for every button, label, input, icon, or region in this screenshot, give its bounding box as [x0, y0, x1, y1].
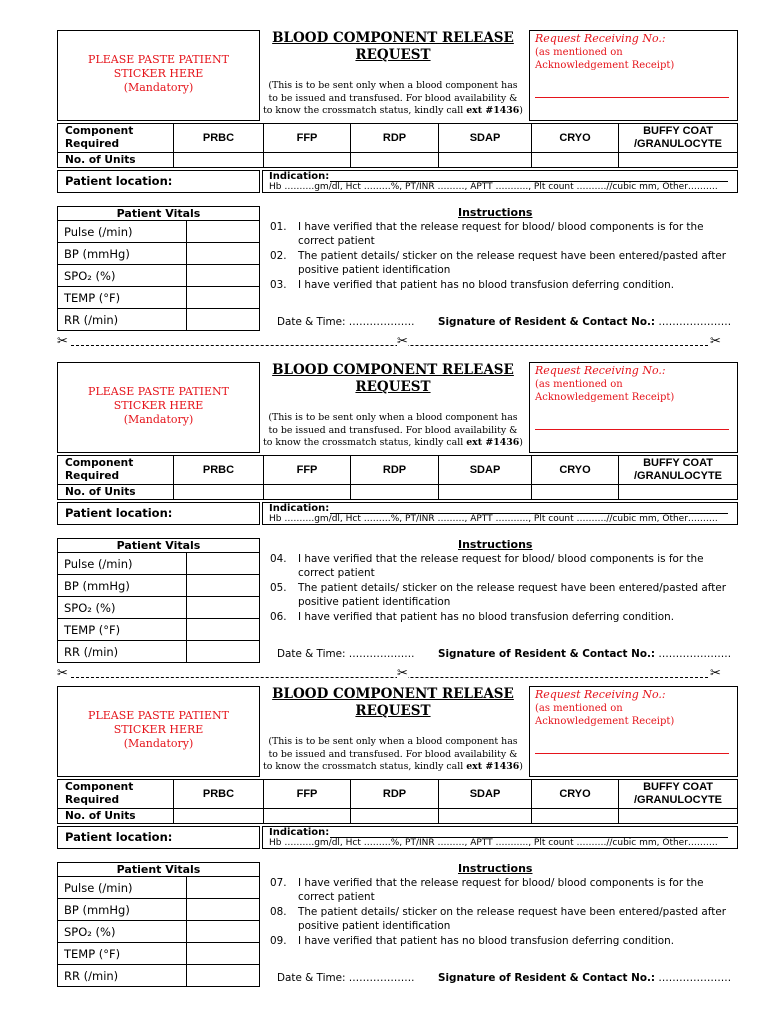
patient-vitals-table [57, 538, 260, 663]
instruction-number: 03. [270, 279, 287, 291]
sticker-text-line1: PLEASE PASTE PATIENT [88, 385, 229, 398]
request-note-line2: Acknowledgement Receipt) [535, 716, 675, 727]
vital-label-bp: BP (mmHg) [58, 575, 187, 597]
signature-dots: ………………… [655, 316, 732, 328]
note-line3-text: to know the crossmatch status, kindly call [263, 437, 467, 448]
indication-box [262, 502, 738, 525]
instruction-text: I have verified that the release request for blood/ blood components is for the correct patient [298, 553, 704, 579]
indication-label: Indication: [269, 827, 330, 838]
units-prbc[interactable] [174, 809, 264, 824]
indication-box [262, 170, 738, 193]
note-line2: to be issued and transfused. For blood availability & [268, 748, 518, 760]
component-prbc[interactable]: PRBC [174, 124, 264, 153]
lab-values-line[interactable]: Hb ……….gm/dl, Hct ………%, PT/INR ………, APTT ……….., Plt count ……….//cubic mm, Other………. [269, 838, 718, 848]
vital-label-pulse: Pulse (/min) [58, 877, 187, 899]
instructions-heading: Instructions [458, 206, 533, 219]
lab-values-line[interactable]: Hb ……….gm/dl, Hct ………%, PT/INR ………, APTT ……….., Plt count ……….//cubic mm, Other………. [269, 514, 718, 524]
component-ffp[interactable]: FFP [264, 124, 351, 153]
sticker-text-line1: PLEASE PASTE PATIENT [88, 53, 229, 66]
indication-box [262, 826, 738, 849]
buffy-coat-line1: BUFFY COAT [643, 125, 713, 137]
vital-label-temp: TEMP (°F) [58, 287, 187, 309]
vital-label-spo2: SPO₂ (%) [58, 597, 187, 619]
patient-sticker-area [57, 30, 260, 121]
form-note [262, 80, 524, 118]
indication-label: Indication: [269, 171, 330, 182]
units-cryo[interactable] [532, 485, 619, 500]
cut-line [71, 345, 713, 346]
signature-label: Signature of Resident & Contact No.: [438, 316, 656, 328]
request-number-field[interactable] [535, 429, 729, 430]
units-buffy-coat[interactable] [619, 485, 738, 500]
component-table [57, 455, 738, 500]
buffy-coat-line1: BUFFY COAT [643, 457, 713, 469]
units-prbc[interactable] [174, 485, 264, 500]
patient-location-label: Patient location: [65, 830, 173, 844]
vital-label-rr: RR (/min) [58, 309, 187, 331]
patient-location-label: Patient location: [65, 506, 173, 520]
request-receiving-heading: Request Receiving No.: [535, 32, 666, 45]
vital-label-temp: TEMP (°F) [58, 619, 187, 641]
note-line3-text: to know the crossmatch status, kindly call [263, 105, 467, 116]
buffy-coat-line2: /GRANULOCYTE [634, 138, 722, 150]
patient-location-field[interactable] [57, 826, 260, 849]
request-note-line2: Acknowledgement Receipt) [535, 392, 675, 403]
vitals-heading: Patient Vitals [58, 863, 260, 877]
extension-number: ext #1436 [466, 761, 520, 772]
instruction-text: The patient details/ sticker on the release request have been entered/pasted after positive patient identification [298, 582, 726, 608]
signature-dots: ………………… [655, 648, 732, 660]
component-table [57, 779, 738, 824]
instruction-text: I have verified that patient has no blood transfusion deferring condition. [298, 279, 675, 291]
note-line3 [262, 437, 524, 450]
component-label-line2: Required [65, 794, 120, 806]
sticker-text-line1: PLEASE PASTE PATIENT [88, 709, 229, 722]
signature-field[interactable] [438, 648, 731, 660]
blood-release-form-copy [0, 28, 770, 348]
form-title-line2: REQUEST [355, 379, 431, 395]
units-cryo[interactable] [532, 809, 619, 824]
sticker-mandatory: (Mandatory) [123, 737, 194, 750]
form-note [262, 736, 524, 774]
instruction-text: I have verified that the release request for blood/ blood components is for the correct patient [298, 877, 704, 903]
units-ffp[interactable] [264, 485, 351, 500]
component-prbc[interactable]: PRBC [174, 780, 264, 809]
component-table [57, 123, 738, 168]
patient-vitals-table [57, 862, 260, 987]
note-line2: to be issued and transfused. For blood availability & [268, 92, 518, 104]
units-rdp[interactable] [351, 485, 439, 500]
patient-vitals-table [57, 206, 260, 331]
instruction-number: 07. [270, 877, 287, 889]
cut-line [71, 677, 713, 678]
patient-location-field[interactable] [57, 170, 260, 193]
request-receiving-box [529, 30, 738, 121]
vital-label-bp: BP (mmHg) [58, 243, 187, 265]
units-ffp[interactable] [264, 153, 351, 168]
units-sdap[interactable] [439, 809, 532, 824]
vital-label-temp: TEMP (°F) [58, 943, 187, 965]
component-buffy-coat[interactable] [619, 456, 738, 485]
request-receiving-note [535, 46, 674, 72]
vitals-heading: Patient Vitals [58, 539, 260, 553]
sticker-mandatory: (Mandatory) [123, 413, 194, 426]
instruction-text: I have verified that the release request for blood/ blood components is for the correct patient [298, 221, 704, 247]
blood-release-form-copy [0, 684, 770, 1004]
note-line3-close: ) [519, 761, 523, 772]
instruction-number: 02. [270, 250, 287, 262]
vital-value-rr[interactable] [187, 309, 260, 331]
buffy-coat-line1: BUFFY COAT [643, 781, 713, 793]
patient-sticker-area [57, 686, 260, 777]
scissors-icon: ✂ [710, 666, 721, 681]
vital-value-spo2[interactable] [187, 265, 260, 287]
instruction-text: The patient details/ sticker on the release request have been entered/pasted after positive patient identification [298, 906, 726, 932]
form-title-line1: BLOOD COMPONENT RELEASE [272, 30, 514, 46]
form-title-line2: REQUEST [355, 703, 431, 719]
note-line3-close: ) [519, 105, 523, 116]
component-label-line1: Component [65, 125, 134, 137]
instruction-number: 04. [270, 553, 287, 565]
units-label: No. of Units [58, 809, 174, 824]
vital-label-spo2: SPO₂ (%) [58, 921, 187, 943]
instructions-heading: Instructions [458, 538, 533, 551]
signature-dots: ………………… [655, 972, 732, 984]
component-buffy-coat[interactable] [619, 780, 738, 809]
patient-location-label: Patient location: [65, 174, 173, 188]
sticker-text-line2: STICKER HERE [113, 723, 204, 736]
instruction-number: 05. [270, 582, 287, 594]
vital-label-pulse: Pulse (/min) [58, 553, 187, 575]
blood-release-form-copy [0, 360, 770, 680]
units-rdp[interactable] [351, 153, 439, 168]
component-label-line2: Required [65, 138, 120, 150]
vital-value-pulse[interactable] [187, 877, 260, 899]
vital-value-rr[interactable] [187, 965, 260, 987]
component-label-line1: Component [65, 457, 134, 469]
component-buffy-coat[interactable] [619, 124, 738, 153]
component-required-label [58, 124, 174, 153]
vital-value-temp[interactable] [187, 943, 260, 965]
vital-value-bp[interactable] [187, 243, 260, 265]
indication-label: Indication: [269, 503, 330, 514]
extension-number: ext #1436 [466, 437, 520, 448]
units-rdp[interactable] [351, 809, 439, 824]
units-sdap[interactable] [439, 153, 532, 168]
instruction-number: 06. [270, 611, 287, 623]
request-receiving-heading: Request Receiving No.: [535, 688, 666, 701]
vital-value-pulse[interactable] [187, 553, 260, 575]
units-label: No. of Units [58, 153, 174, 168]
instructions-heading: Instructions [458, 862, 533, 875]
vital-value-spo2[interactable] [187, 921, 260, 943]
instruction-number: 08. [270, 906, 287, 918]
request-note-line1: (as mentioned on [535, 47, 623, 58]
vital-value-bp[interactable] [187, 899, 260, 921]
sticker-text-line2: STICKER HERE [113, 67, 204, 80]
units-sdap[interactable] [439, 485, 532, 500]
note-line1: (This is to be sent only when a blood component has [268, 412, 518, 423]
vital-value-bp[interactable] [187, 575, 260, 597]
request-note-line2: Acknowledgement Receipt) [535, 60, 675, 71]
sticker-mandatory: (Mandatory) [123, 81, 194, 94]
scissors-icon: ✂ [397, 666, 408, 681]
scissors-icon: ✂ [57, 334, 68, 349]
component-rdp[interactable]: RDP [351, 456, 439, 485]
note-line3 [262, 761, 524, 774]
signature-field[interactable] [438, 972, 731, 984]
vital-label-spo2: SPO₂ (%) [58, 265, 187, 287]
buffy-coat-line2: /GRANULOCYTE [634, 794, 722, 806]
component-required-label [58, 456, 174, 485]
component-label-line2: Required [65, 470, 120, 482]
note-line3-close: ) [519, 437, 523, 448]
component-cryo[interactable]: CRYO [532, 124, 619, 153]
request-number-field[interactable] [535, 97, 729, 98]
date-time-field[interactable]: Date & Time: ………………. [277, 972, 415, 984]
component-cryo[interactable]: CRYO [532, 780, 619, 809]
component-sdap[interactable]: SDAP [439, 780, 532, 809]
signature-field[interactable] [438, 316, 731, 328]
instruction-text: I have verified that patient has no blood transfusion deferring condition. [298, 935, 675, 947]
units-ffp[interactable] [264, 809, 351, 824]
note-line1: (This is to be sent only when a blood component has [268, 736, 518, 747]
sticker-text-line2: STICKER HERE [113, 399, 204, 412]
vital-value-temp[interactable] [187, 287, 260, 309]
component-prbc[interactable]: PRBC [174, 456, 264, 485]
form-title [262, 686, 524, 720]
note-line1: (This is to be sent only when a blood component has [268, 80, 518, 91]
request-number-field[interactable] [535, 753, 729, 754]
date-time-field[interactable]: Date & Time: ………………. [277, 316, 415, 328]
scissors-icon: ✂ [710, 334, 721, 349]
note-line2: to be issued and transfused. For blood availability & [268, 424, 518, 436]
patient-location-field[interactable] [57, 502, 260, 525]
note-line3-text: to know the crossmatch status, kindly call [263, 761, 467, 772]
form-title-line1: BLOOD COMPONENT RELEASE [272, 362, 514, 378]
vital-value-temp[interactable] [187, 619, 260, 641]
vital-label-pulse: Pulse (/min) [58, 221, 187, 243]
patient-sticker-area [57, 362, 260, 453]
request-note-line1: (as mentioned on [535, 379, 623, 390]
date-time-field[interactable]: Date & Time: ………………. [277, 648, 415, 660]
lab-values-line[interactable]: Hb ……….gm/dl, Hct ………%, PT/INR ………, APTT ……….., Plt count ……….//cubic mm, Other………. [269, 182, 718, 192]
component-sdap[interactable]: SDAP [439, 456, 532, 485]
component-rdp[interactable]: RDP [351, 124, 439, 153]
units-label: No. of Units [58, 485, 174, 500]
note-line3 [262, 105, 524, 118]
form-title [262, 362, 524, 396]
request-receiving-heading: Request Receiving No.: [535, 364, 666, 377]
scissors-icon: ✂ [57, 666, 68, 681]
vital-label-bp: BP (mmHg) [58, 899, 187, 921]
instruction-number: 01. [270, 221, 287, 233]
vital-label-rr: RR (/min) [58, 641, 187, 663]
form-title [262, 30, 524, 64]
request-receiving-note [535, 378, 674, 404]
units-prbc[interactable] [174, 153, 264, 168]
request-receiving-box [529, 362, 738, 453]
vitals-heading: Patient Vitals [58, 207, 260, 221]
instruction-text: I have verified that patient has no blood transfusion deferring condition. [298, 611, 675, 623]
units-cryo[interactable] [532, 153, 619, 168]
component-cryo[interactable]: CRYO [532, 456, 619, 485]
vital-value-spo2[interactable] [187, 597, 260, 619]
extension-number: ext #1436 [466, 105, 520, 116]
request-receiving-box [529, 686, 738, 777]
component-rdp[interactable]: RDP [351, 780, 439, 809]
scissors-icon: ✂ [397, 334, 408, 349]
request-note-line1: (as mentioned on [535, 703, 623, 714]
instruction-number: 09. [270, 935, 287, 947]
vital-label-rr: RR (/min) [58, 965, 187, 987]
request-receiving-note [535, 702, 674, 728]
instruction-text: The patient details/ sticker on the release request have been entered/pasted after positive patient identification [298, 250, 726, 276]
form-title-line1: BLOOD COMPONENT RELEASE [272, 686, 514, 702]
cut-here-divider [57, 666, 727, 683]
component-ffp[interactable]: FFP [264, 780, 351, 809]
signature-label: Signature of Resident & Contact No.: [438, 648, 656, 660]
component-label-line1: Component [65, 781, 134, 793]
vital-value-rr[interactable] [187, 641, 260, 663]
buffy-coat-line2: /GRANULOCYTE [634, 470, 722, 482]
component-ffp[interactable]: FFP [264, 456, 351, 485]
cut-here-divider [57, 334, 727, 351]
component-required-label [58, 780, 174, 809]
vital-value-pulse[interactable] [187, 221, 260, 243]
units-buffy-coat[interactable] [619, 153, 738, 168]
form-note [262, 412, 524, 450]
signature-label: Signature of Resident & Contact No.: [438, 972, 656, 984]
form-title-line2: REQUEST [355, 47, 431, 63]
units-buffy-coat[interactable] [619, 809, 738, 824]
component-sdap[interactable]: SDAP [439, 124, 532, 153]
